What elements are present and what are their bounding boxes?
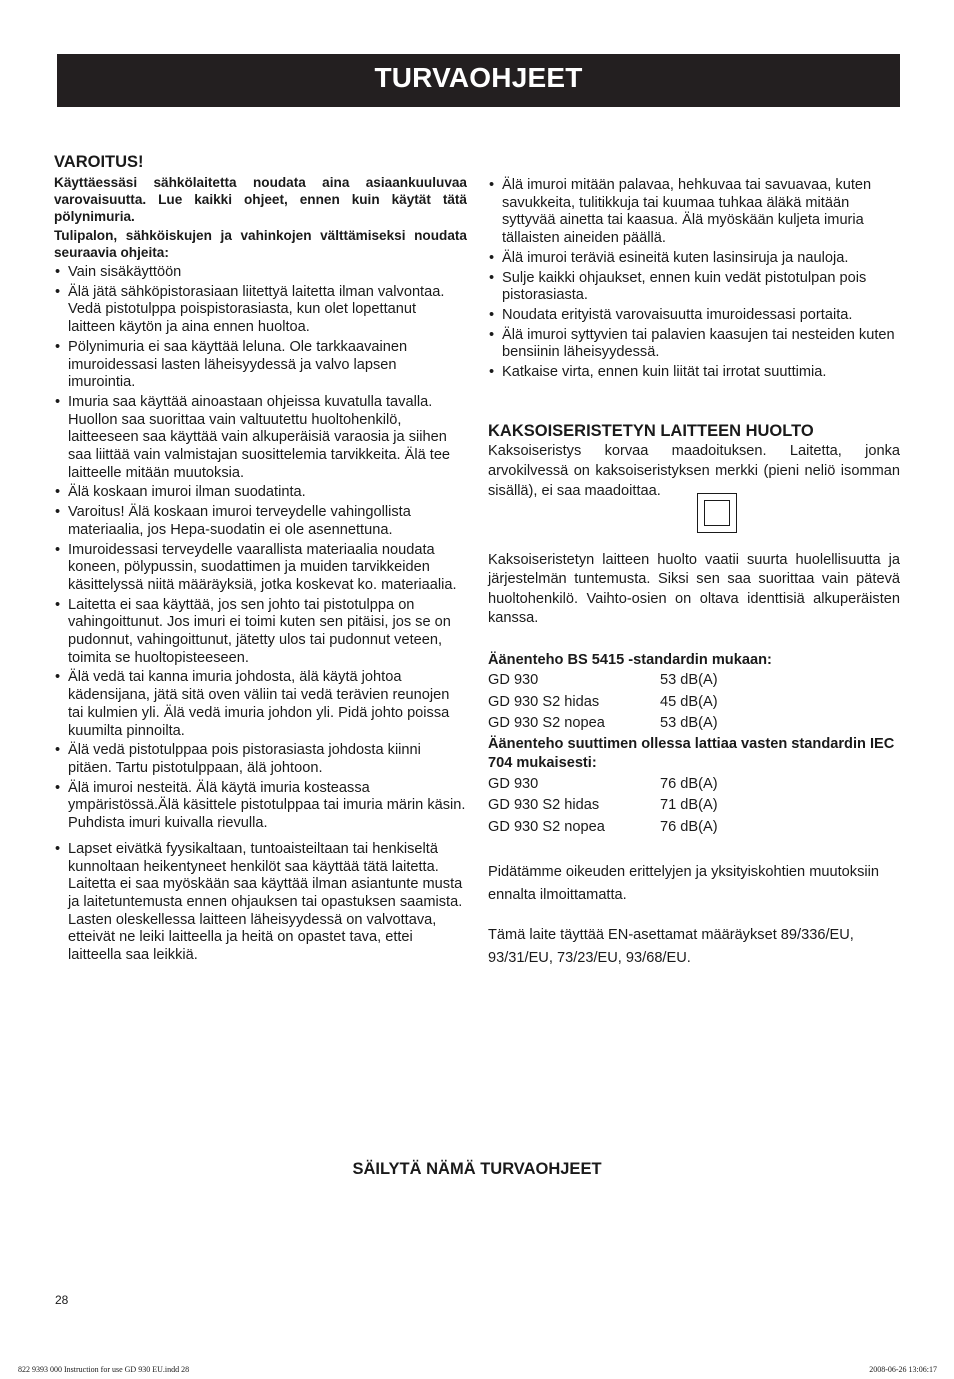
noise-heading-bs5415: Äänenteho BS 5415 -standardin mukaan: [488, 651, 772, 668]
print-slug-file: 822 9393 000 Instruction for use GD 930 EU.indd 28 [18, 1365, 190, 1374]
right-column [488, 177, 900, 969]
noise-value: 45 dB(A) [660, 693, 718, 710]
list-item: • Älä koskaan imuroi ilman suodatinta. [54, 484, 467, 502]
warning-intro: Käyttäessäsi sähkölaitetta noudata aina asiaankuuluvaa varovaisuutta. Lue kaikki ohjeet, ennen kuin käytät tätä pölynimuria. [54, 175, 467, 225]
page-title: TURVAOHJEET [374, 62, 583, 93]
page-number: 28 [55, 1293, 69, 1307]
list-item: • Älä jätä sähköpistorasiaan liitettyä laitetta ilman valvontaa. Vedä pistotulppa poispistorasiasta, kun olet lopettanut laitteen käytön ja aina ennen huoltoa. [54, 284, 467, 337]
keep-instructions-title: SÄILYTÄ NÄMÄ TURVAOHJEET [352, 1160, 602, 1178]
symbol-area [488, 501, 900, 551]
list-item: • Noudata erityistä varovaisuutta imuroidessasi portaita. [488, 307, 900, 325]
list-item: • Varoitus! Älä koskaan imuroi terveydelle vahingollista materiaalia, jos Hepa-suodatin ei ole asennettuna. [54, 504, 467, 539]
noise-model: GD 930 S2 hidas [488, 797, 600, 814]
list-item: • Imuria saa käyttää ainoastaan ohjeissa kuvatulla tavalla. Huollon saa suorittaa vain valtuutettu huoltohenkilö, laitteeseen saa käyttää vain alkuperäisiä varaosia ja siihen saa liittää vain valmistajan suosittelemia tarvikkeita. Älä tee laitteelle mitään muutoksia. [54, 394, 467, 483]
list-item: • Älä imuroi teräviä esineitä kuten lasinsiruja ja nauloja. [488, 250, 900, 268]
noise-row [488, 670, 900, 692]
noise-model: GD 930 S2 nopea [488, 715, 605, 732]
list-item: • Vain sisäkäyttöön [54, 264, 467, 282]
list-item: • Pölynimuria ei saa käyttää leluna. Ole tarkkaavainen imuroidessasi lasten läheisyydessä ja valvo lapsen imurointia. [54, 339, 467, 392]
list-item: • Laitetta ei saa käyttää, jos sen johto tai pistotulppa on vahingoittunut. Jos imuri ei toimi kuten sen pitäisi, jos se on pudonnut, vahingoittunut, jätetty ulos tai pudonnut veteen, toimita se huoltopisteeseen. [54, 597, 467, 668]
double-insulation-icon [697, 493, 737, 533]
safety-list-continued [488, 177, 900, 382]
list-item: • Katkaise virta, ennen kuin liität tai irrotat suuttimia. [488, 364, 900, 382]
list-item: • Sulje kaikki ohjaukset, ennen kuin vedät pistotulpan pois pistorasiasta. [488, 270, 900, 305]
noise-row [488, 795, 900, 817]
noise-value: 71 dB(A) [660, 797, 718, 814]
double-insulation-heading: KAKSOISERISTETYN LAITTEEN HUOLTO [488, 421, 814, 440]
noise-value: 53 dB(A) [660, 715, 718, 732]
double-insulation-text: Kaksoiseristys korvaa maadoituksen. Laitetta, jonka arvokilvessä on kaksoiseristyksen merkki (pieni neliö isomman sisällä), ei saa maadoittaa. [488, 442, 900, 499]
list-item: • Älä vedä pistotulppaa pois pistorasiasta johdosta kiinni pitäen. Tartu pistotulppaan, älä johtoon. [54, 742, 467, 777]
specification-notice: Pidätämme oikeuden erittelyjen ja yksityiskohtien muutoksiin ennalta ilmoittamatta. [488, 864, 879, 903]
noise-row [488, 713, 900, 735]
noise-heading-iec704: Äänenteho suuttimen ollessa lattiaa vasten standardin IEC 704 mukaisesti: [488, 735, 895, 772]
print-slug-date: 2008-06-26 13:06:17 [869, 1365, 937, 1374]
noise-row [488, 817, 900, 839]
list-item: • Älä imuroi syttyvien tai palavien kaasujen tai nesteiden kuten bensiinin läheisyydessä. [488, 327, 900, 362]
title-bar [57, 54, 900, 107]
noise-model: GD 930 S2 nopea [488, 818, 605, 835]
list-item: • Älä vedä tai kanna imuria johdosta, älä käytä johtoa kädensijana, jätä sitä oven väliin tai vedä terävien reunojen tai kulmien yli. Älä vedä imuria johdon yli. Pidä johto poissa kuumilta pinnoilta. [54, 669, 467, 740]
list-item: • Älä imuroi nesteitä. Älä käytä imuria kosteassa ympäristössä.Älä käsittele pistotulppaa tai imuria märin käsin. Puhdista imuri kuivalla rievulla. [54, 780, 467, 833]
service-text: Kaksoiseristetyn laitteen huolto vaatii suurta huolellisuutta ja järjestelmän tuntemusta. Siksi sen saa suorittaa vain pätevä huoltohenkilö. Vaihto-osien on oltava identtisiä alkuperäisten kanssa. [488, 551, 900, 627]
noise-row [488, 774, 900, 796]
noise-model: GD 930 S2 hidas [488, 693, 600, 710]
warning-intro-2: Tulipalon, sähköiskujen ja vahinkojen välttämiseksi noudata seuraavia ohjeita: [54, 227, 467, 260]
list-item: • Imuroidessasi terveydelle vaarallista materiaalia noudata koneen, pölypussin, suodattimen ja muiden tarvikkeiden käsittelyssä niitä määräyksiä, jotka koskevat ko. materiaalia. [54, 542, 467, 595]
warning-heading: VAROITUS! [54, 153, 144, 171]
noise-value: 53 dB(A) [660, 672, 718, 689]
safety-list [54, 264, 467, 965]
noise-model: GD 930 [488, 775, 539, 792]
noise-row [488, 692, 900, 714]
list-item: • Lapset eivätkä fyysikaltaan, tuntoaisteiltaan tai henkiseltä kunnoltaan heikentyneet henkilöt saa käyttää tätä laitetta. Laitetta ei saa myöskään saa käyttää ilman asiantunte musta ja laitetuntemusta ennen ohjauksen tai opastuksen saamista. Lasten oleskellessa laitteen läheisyydessä on valvottava, etteivät ne leiki laitteella ja heitä on opastet tava, ettei laitteella saa leikkiä. [54, 841, 467, 965]
left-column [54, 152, 467, 967]
compliance-notice: Tämä laite täyttää EN-asettamat määräykset 89/336/EU, 93/31/EU, 73/23/EU, 93/68/EU. [488, 927, 854, 966]
noise-model: GD 930 [488, 672, 539, 689]
list-item: • Älä imuroi mitään palavaa, hehkuvaa tai savuavaa, kuten savukkeita, tulitikkuja tai kuumaa tuhkaa äläkä mitään syttyvää ainetta tai kaasua. Älä myöskään kuljeta imuria tällaisten aineiden päällä. [488, 177, 900, 248]
noise-value: 76 dB(A) [660, 818, 718, 835]
noise-value: 76 dB(A) [660, 775, 718, 792]
